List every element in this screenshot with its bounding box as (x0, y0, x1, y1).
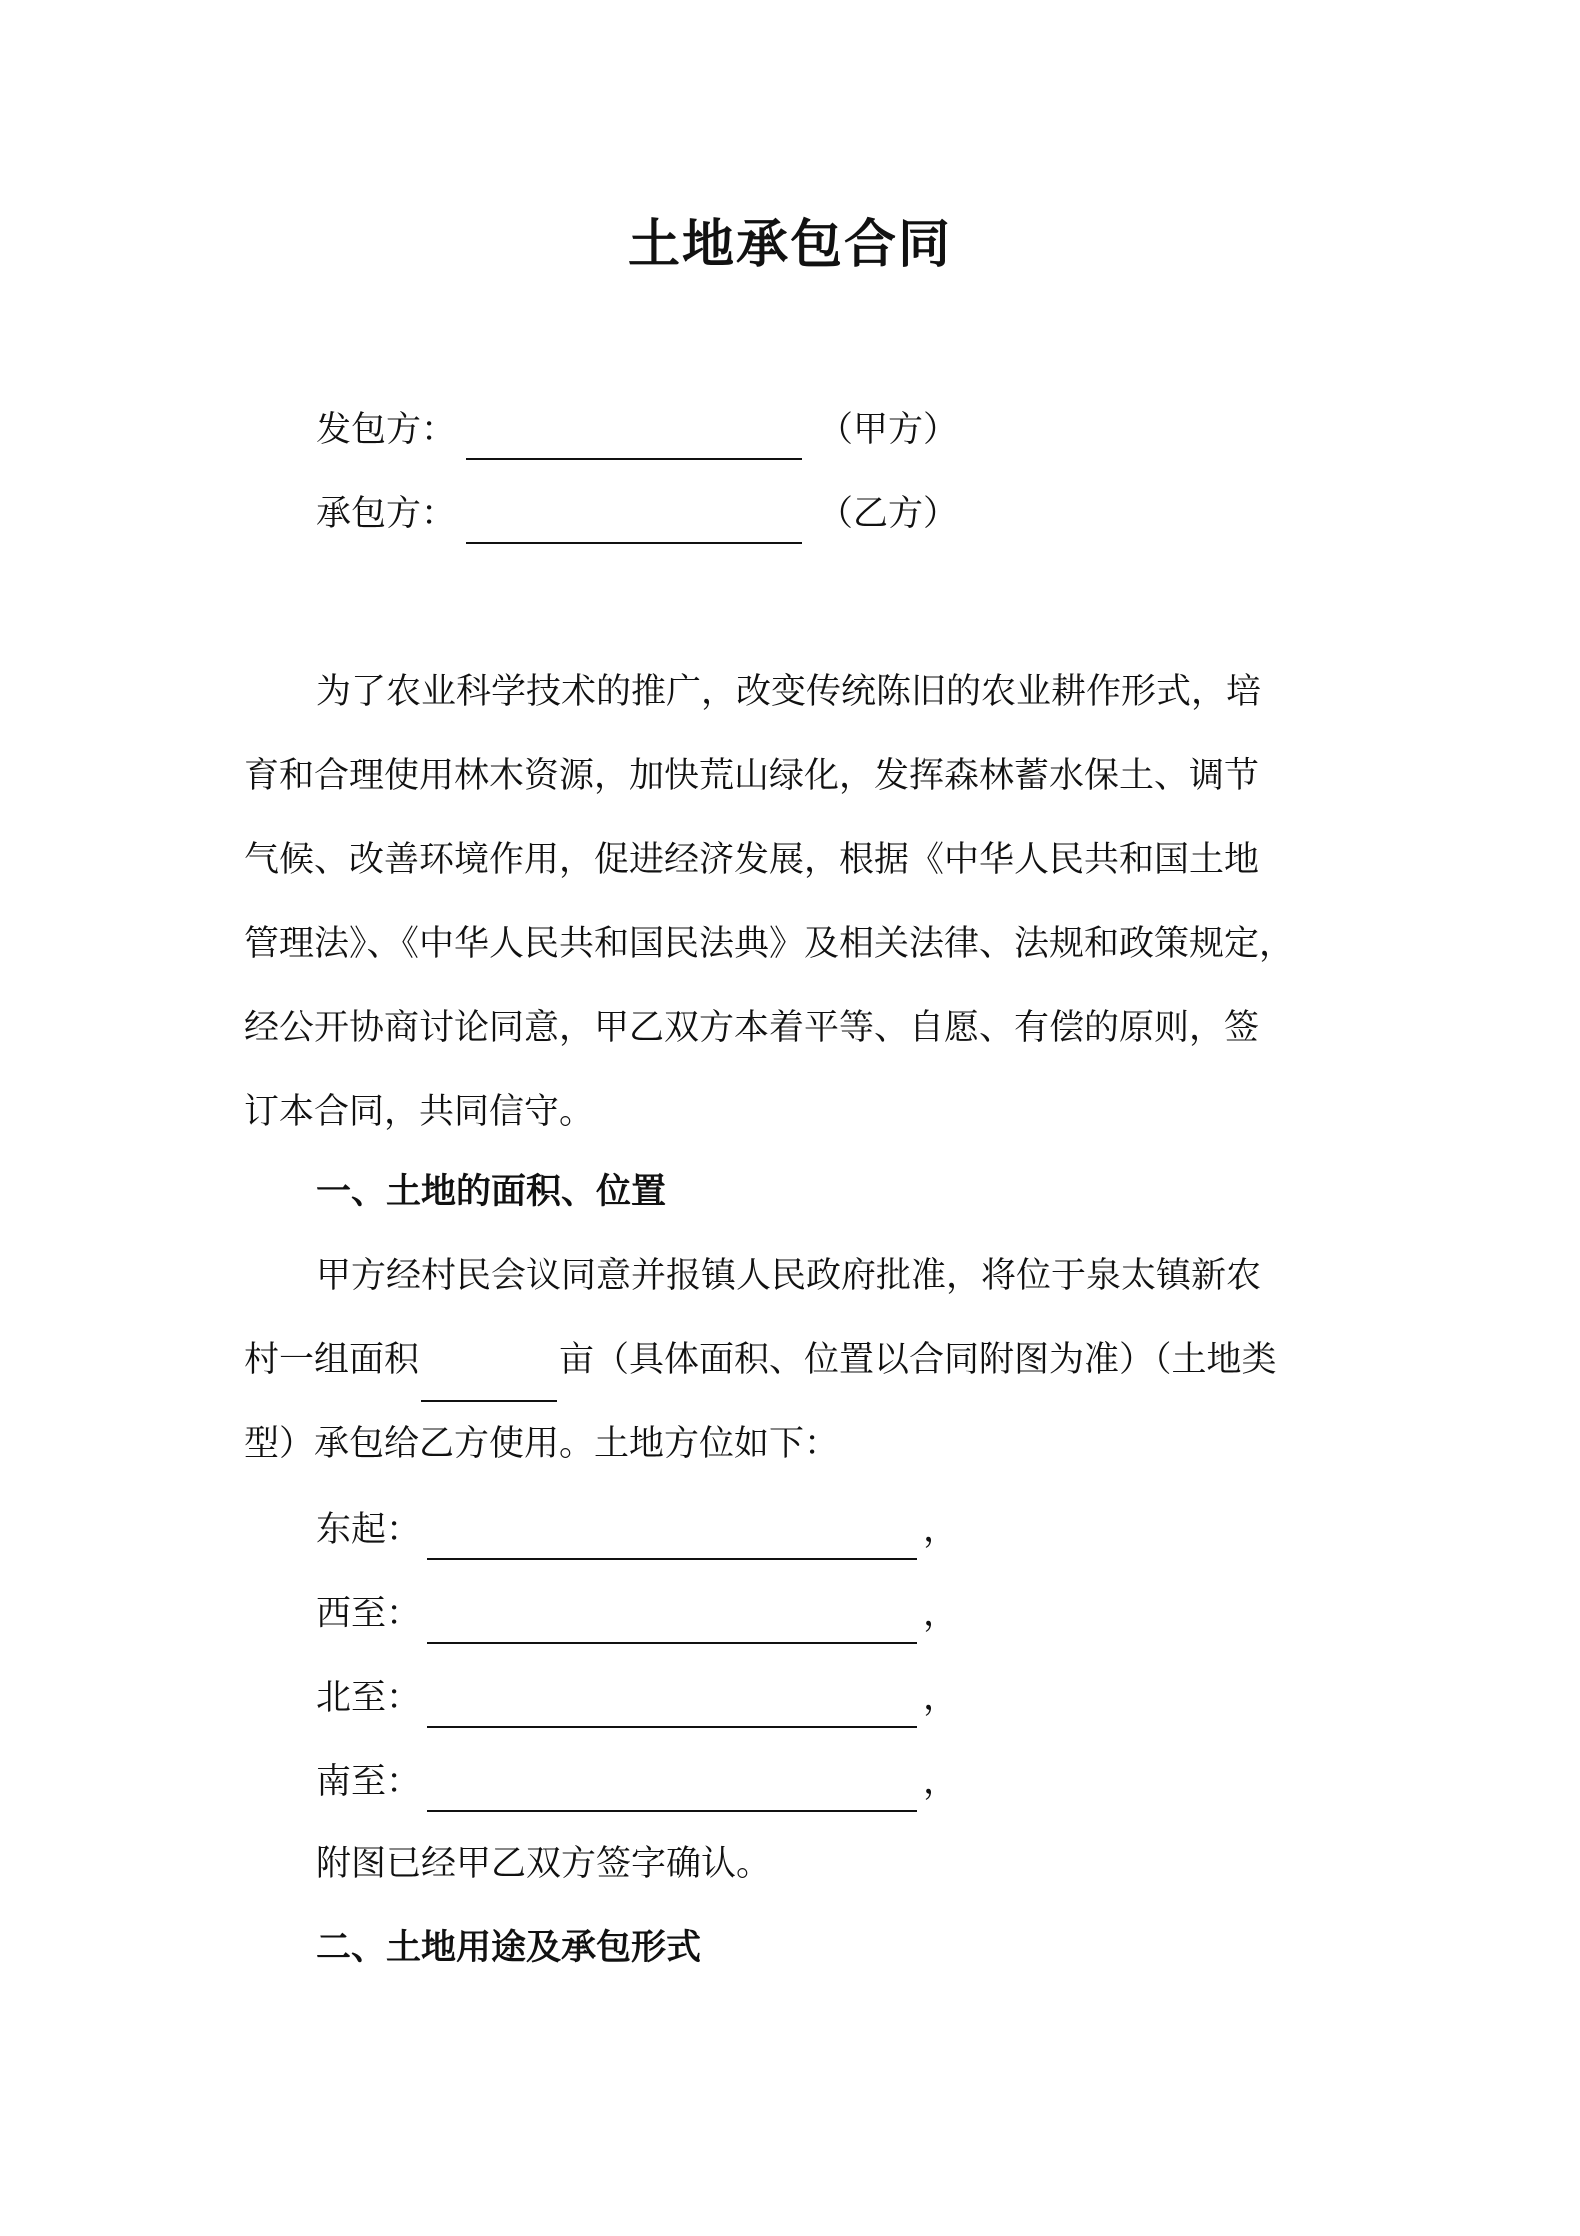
east-blank[interactable] (427, 1512, 917, 1560)
west-blank[interactable] (427, 1596, 917, 1644)
south-blank[interactable] (427, 1764, 917, 1812)
east-comma: ， (923, 1510, 959, 1550)
west-comma: ， (923, 1594, 959, 1634)
attachment-note: 附图已经甲乙双方签字确认。 (316, 1844, 772, 1884)
preamble-paragraph (244, 650, 1344, 1154)
east-boundary-row (316, 1500, 958, 1560)
preamble-line: 管理法》、《中华人民共和国民法典》及相关法律、法规和政策规定， (244, 924, 1295, 964)
preamble-line: 育和合理使用林木资源，加快荒山绿化，发挥森林蓄水保土、调节 (244, 756, 1260, 796)
preamble-line: 为了农业科学技术的推广，改变传统陈旧的农业耕作形式，培 (316, 672, 1262, 712)
party-b-row (316, 484, 958, 544)
document-title: 土地承包合同 (627, 215, 952, 275)
section-1-paragraph (244, 1234, 1344, 1486)
party-b-suffix: （乙方） (818, 494, 959, 534)
north-boundary-row (316, 1668, 958, 1728)
preamble-line: 经公开协商讨论同意，甲乙双方本着平等、自愿、有偿的原则，签 (244, 1008, 1260, 1048)
party-a-label: 发包方： (316, 410, 457, 450)
area-unit-text: 亩（具体面积、位置以合同附图为准）（土地类 (559, 1340, 1277, 1380)
south-boundary-row (316, 1752, 958, 1812)
section-1-line: 型）承包给乙方使用。土地方位如下： (244, 1424, 840, 1464)
south-label: 南至： (316, 1762, 422, 1802)
preamble-line: 气候、改善环境作用，促进经济发展，根据《中华人民共和国土地 (244, 840, 1260, 880)
east-label: 东起： (316, 1510, 422, 1550)
area-blank[interactable] (421, 1354, 557, 1402)
preamble-line: 订本合同，共同信守。 (244, 1092, 595, 1132)
north-comma: ， (923, 1678, 959, 1718)
party-a-suffix: （甲方） (818, 410, 959, 450)
party-b-label: 承包方： (316, 494, 457, 534)
section-1-line: 甲方经村民会议同意并报镇人民政府批准，将位于泉太镇新农 (316, 1256, 1262, 1296)
north-label: 北至： (316, 1678, 422, 1718)
party-a-row (316, 400, 958, 460)
section-1-line (244, 1318, 1344, 1402)
area-label: 村一组面积 (244, 1340, 420, 1380)
south-comma: ， (923, 1762, 959, 1802)
party-b-blank[interactable] (466, 496, 802, 544)
section-1-heading: 一、土地的面积、位置 (316, 1172, 667, 1212)
section-2-heading: 二、土地用途及承包形式 (316, 1928, 702, 1968)
party-a-blank[interactable] (466, 412, 802, 460)
west-label: 西至： (316, 1594, 422, 1634)
north-blank[interactable] (427, 1680, 917, 1728)
west-boundary-row (316, 1584, 958, 1644)
